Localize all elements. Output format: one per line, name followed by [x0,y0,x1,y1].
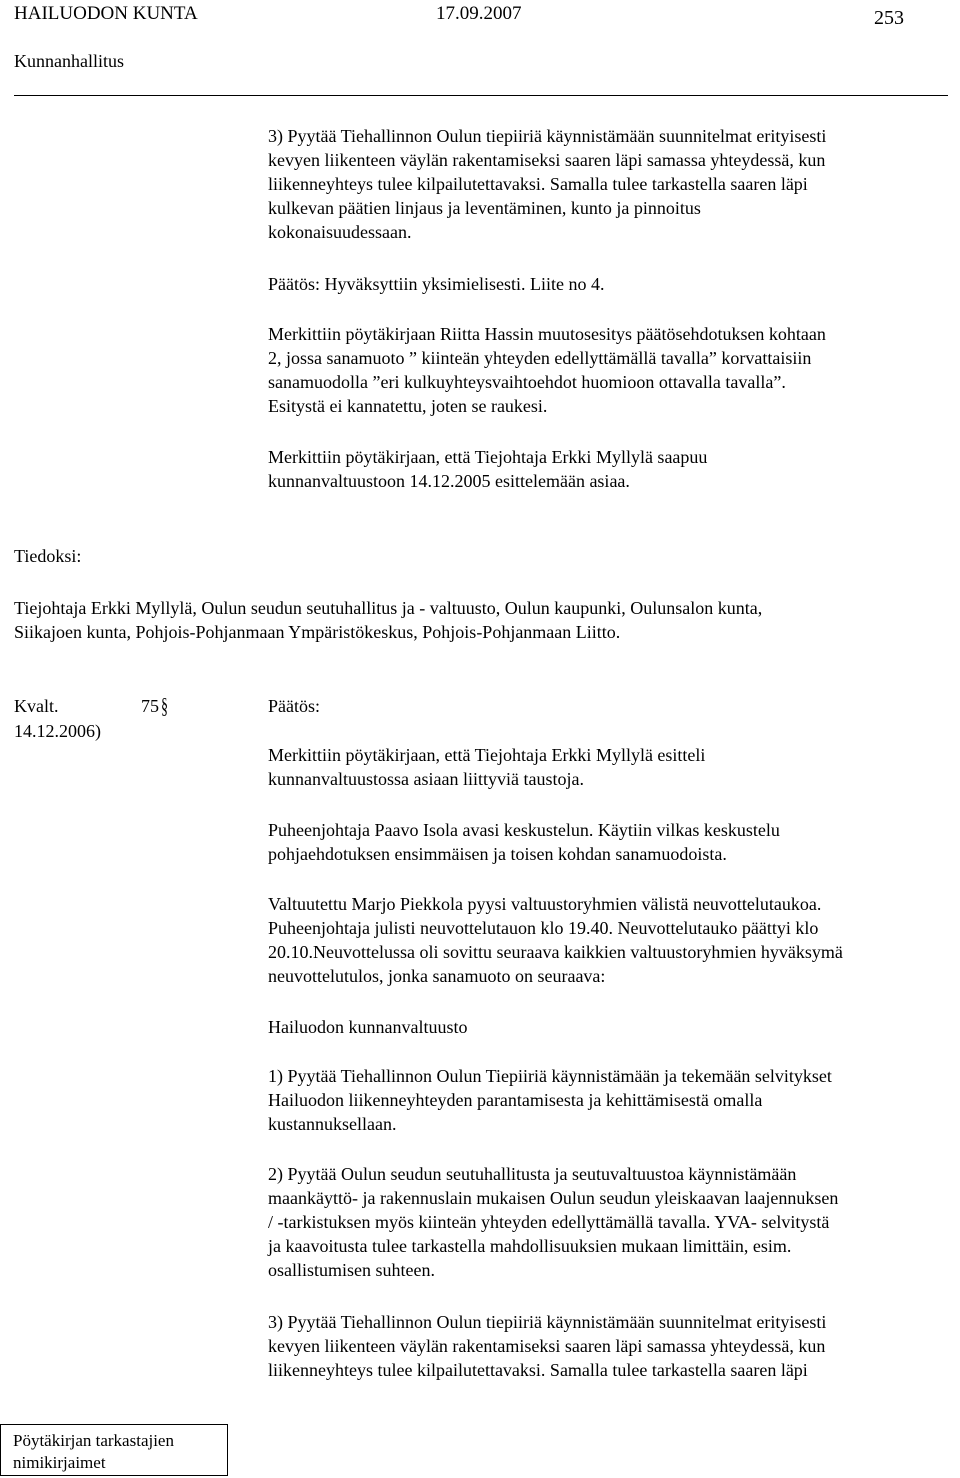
body-name: Kunnanhallitus [14,51,124,71]
tiedoksi-text: Tiejohtaja Erkki Myllylä, Oulun seudun seutuhallitus ja - valtuusto, Oulun kaupunki, Oulunsalon kunta, Siikajoen kunta, Pohjois-Pohjanmaan Ympäristökeskus, Pohjois-Pohjanmaan Liitto. [14,598,763,642]
kvalt-decision-label: Päätös: [268,696,320,716]
note-paragraph-1: Merkittiin pöytäkirjaan Riitta Hassin muutosesitys päätösehdotuksen kohtaan 2, jossa sanamuoto ” kiinteän yhteyden edellyttämällä tavalla” korvattaisiin sanamuodolla ”eri kulkuyhteysvaihtoehdot huomioon ottavalla tavalla”. Esitystä ei kannatettu, joten se raukesi. [268,324,826,416]
header-rule [14,95,948,96]
kvalt-date: 14.12.2006) [14,721,101,741]
org-name: HAILUODON KUNTA [14,3,198,24]
section-number [141,694,168,721]
tiedoksi-label: Tiedoksi: [14,546,82,566]
kvalt-label: Kvalt. [14,696,59,716]
signature-box [0,1424,228,1476]
kvalt-paragraph-4: Hailuodon kunnanvaltuusto [268,1017,468,1037]
header-date: 17.09.2007 [436,3,522,24]
kvalt-paragraph-3: Valtuutettu Marjo Piekkola pyysi valtuustoryhmien välistä neuvottelutaukoa. Puheenjohtaja julisti neuvottelutauon klo 19.40. Neuvottelutauko päättyi klo 20.10.Neuvottelussa oli sovittu seuraava kaikkien valtuustoryhmien hyväksymä neuvottelutulos, jonka sanamuoto on seuraava: [268,894,843,986]
note-paragraph-2: Merkittiin pöytäkirjaan, että Tiejohtaja Erkki Myllylä saapuu kunnanvaltuustoon 14.12.2005 esittelemään asiaa. [268,447,708,491]
section-number-value: 75 [141,696,159,716]
signatures-label: Pöytäkirjan tarkastajien nimikirjaimet [13,1431,174,1472]
page-number: 253 [874,7,904,29]
kvalt-paragraph-2: Puheenjohtaja Paavo Isola avasi keskustelun. Käytiin vilkas keskustelu pohjaehdotuksen ensimmäisen ja toisen kohdan sanamuodoista. [268,820,780,864]
section-sign: § [161,695,168,720]
kvalt-paragraph-5: 1) Pyytää Tiehallinnon Oulun Tiepiiriä käynnistämään ja tekemään selvitykset Hailuodon liikenneyhteyden parantamisesta ja kehittämisestä omalla kustannuksellaan. [268,1066,832,1134]
decision-line: Päätös: Hyväksyttiin yksimielisesti. Liite no 4. [268,274,605,294]
kvalt-paragraph-7: 3) Pyytää Tiehallinnon Oulun tiepiiriä käynnistämään suunnitelmat erityisesti kevyen liikenteen väylän rakentamiseksi saaren läpi samassa yhteydessä, kun liikenneyhteys tulee kilpailutettavaksi. Samalla tulee tarkastella saaren läpi [268,1312,827,1380]
top-section [268,124,956,244]
kvalt-paragraph-6: 2) Pyytää Oulun seudun seutuhallitusta ja seutuvaltuustoa käynnistämään maankäyttö- ja rakennuslain mukaisen Oulun seudun yleiskaavan laajennuksen / -tarkistuksen myös kiinteän yhteyden edellyttämällä tavalla. YVA- selvitystä ja kaavoitusta tulee tarkastella mahdollisuuksien mukaan limittäin, esim. osallistumisen suhteen. [268,1164,839,1280]
item-3-paragraph: 3) Pyytää Tiehallinnon Oulun tiepiiriä käynnistämään suunnitelmat erityisesti kevyen liikenteen väylän rakentamiseksi saaren läpi samassa yhteydessä, kun liikenneyhteys tulee kilpailutettavaksi. Samalla tulee tarkastella saaren läpi kulkevan päätien linjaus ja leventäminen, kunto ja pinnoitus kokonaisuudessaan. [268,126,827,242]
kvalt-paragraph-1: Merkittiin pöytäkirjaan, että Tiejohtaja Erkki Myllylä esitteli kunnanvaltuustossa asiaan liittyviä taustoja. [268,745,706,789]
